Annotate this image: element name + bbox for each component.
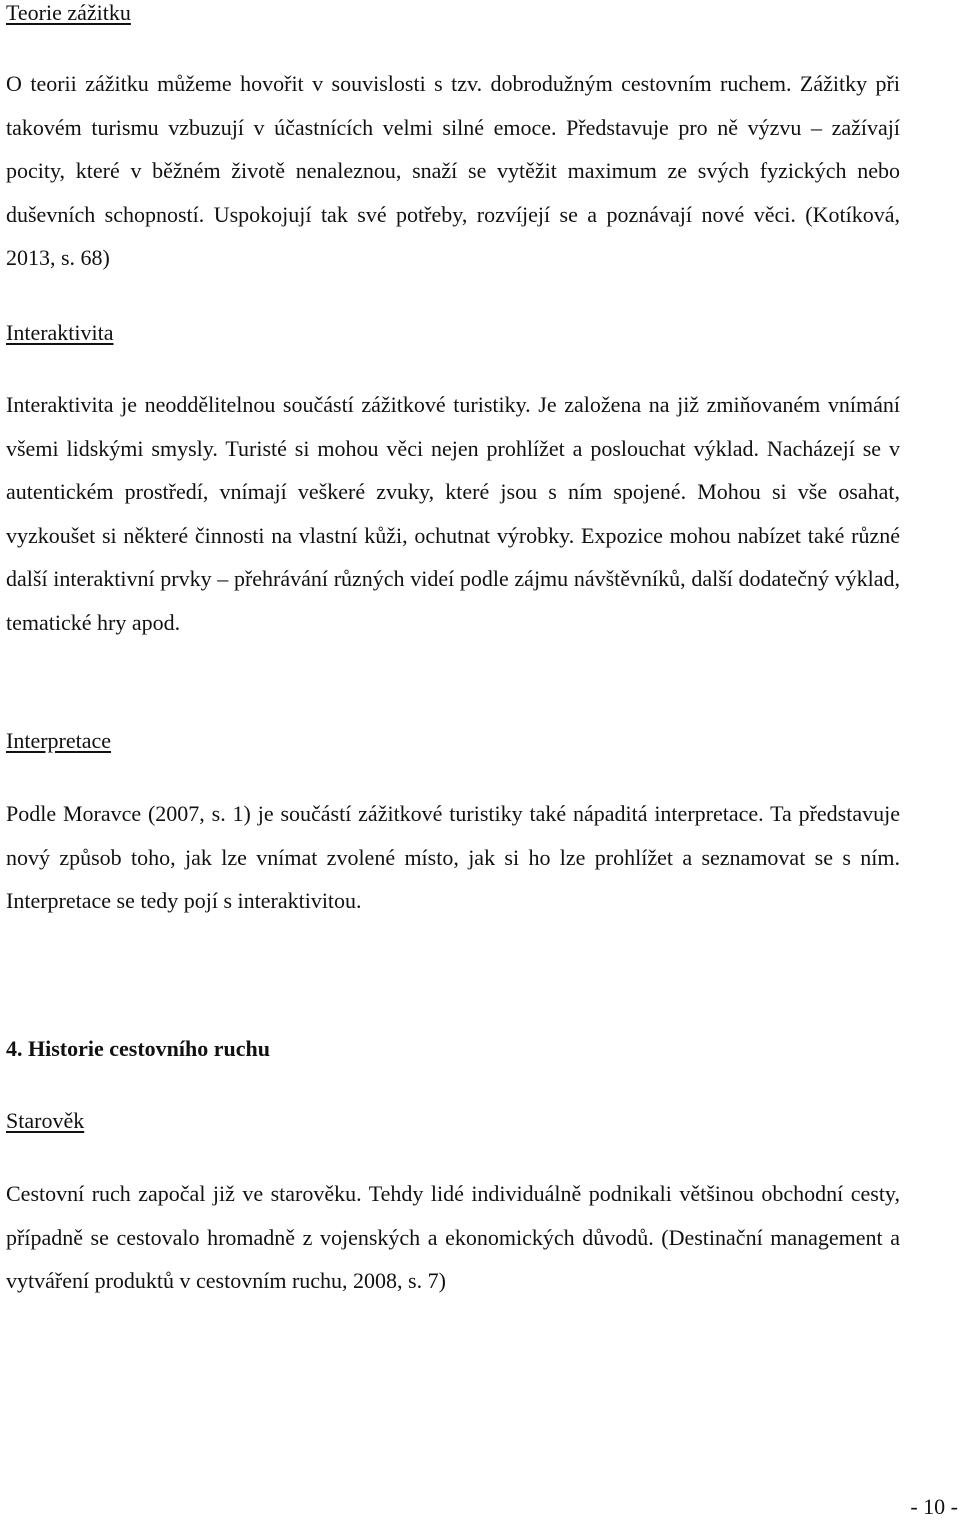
paragraph-teorie-zazitku: O teorii zážitku můžeme hovořit v souvislosti s tzv. dobrodužným cestovním ruchem. Zážitky při takovém turismu vzbuzují v účastnících velmi silné emoce. Představuje pro ně výzvu – zažívají pocity, které v běžném životě nenaleznou, snaží se vytěžit maximum ze svých fyzických nebo duševních schopností. Uspokojují tak své potřeby, rozvíjejí se a poznávají nové věci. (Kotíková, 2013, s. 68) bbox=[6, 71, 900, 270]
page-number: - 10 - bbox=[910, 1494, 958, 1519]
paragraph-interaktivita: Interaktivita je neoddělitelnou součástí zážitkové turistiky. Je založena na již zmiňovaném vnímání všemi lidskými smysly. Turisté si mohou věci nejen prohlížet a poslouchat výklad. Nacházejí se v autentickém prostředí, vnímají veškeré zvuky, které jsou s ním spojené. Mohou si vše osahat, vyzkoušet si některé činnosti na vlastní kůži, ochutnat výrobky. Expozice mohou nabízet také různé další interaktivní prvky – přehrávání různých videí podle zájmu návštěvníků, další dodatečný výklad, tematické hry apod. bbox=[6, 392, 900, 635]
chapter-title: 4. Historie cestovního ruchu bbox=[6, 1036, 270, 1061]
heading-teorie-zazitku: Teorie zážitku bbox=[6, 0, 131, 25]
heading-starovek: Starověk bbox=[6, 1108, 85, 1133]
heading-interpretace: Interpretace bbox=[6, 728, 112, 753]
paragraph-interpretace: Podle Moravce (2007, s. 1) je součástí zážitkové turistiky také nápaditá interpretace. Ta představuje nový způsob toho, jak lze vnímat zvolené místo, jak si ho lze prohlížet a seznamovat se s ním. Interpretace se tedy pojí s interaktivitou. bbox=[6, 801, 900, 913]
paragraph-starovek: Cestovní ruch započal již ve starověku. Tehdy lidé individuálně podnikali většinou obchodní cesty, případně se cestovalo hromadně z vojenských a ekonomických důvodů. (Destinační management a vytváření produktů v cestovním ruchu, 2008, s. 7) bbox=[6, 1181, 900, 1293]
heading-interaktivita: Interaktivita bbox=[6, 320, 114, 345]
